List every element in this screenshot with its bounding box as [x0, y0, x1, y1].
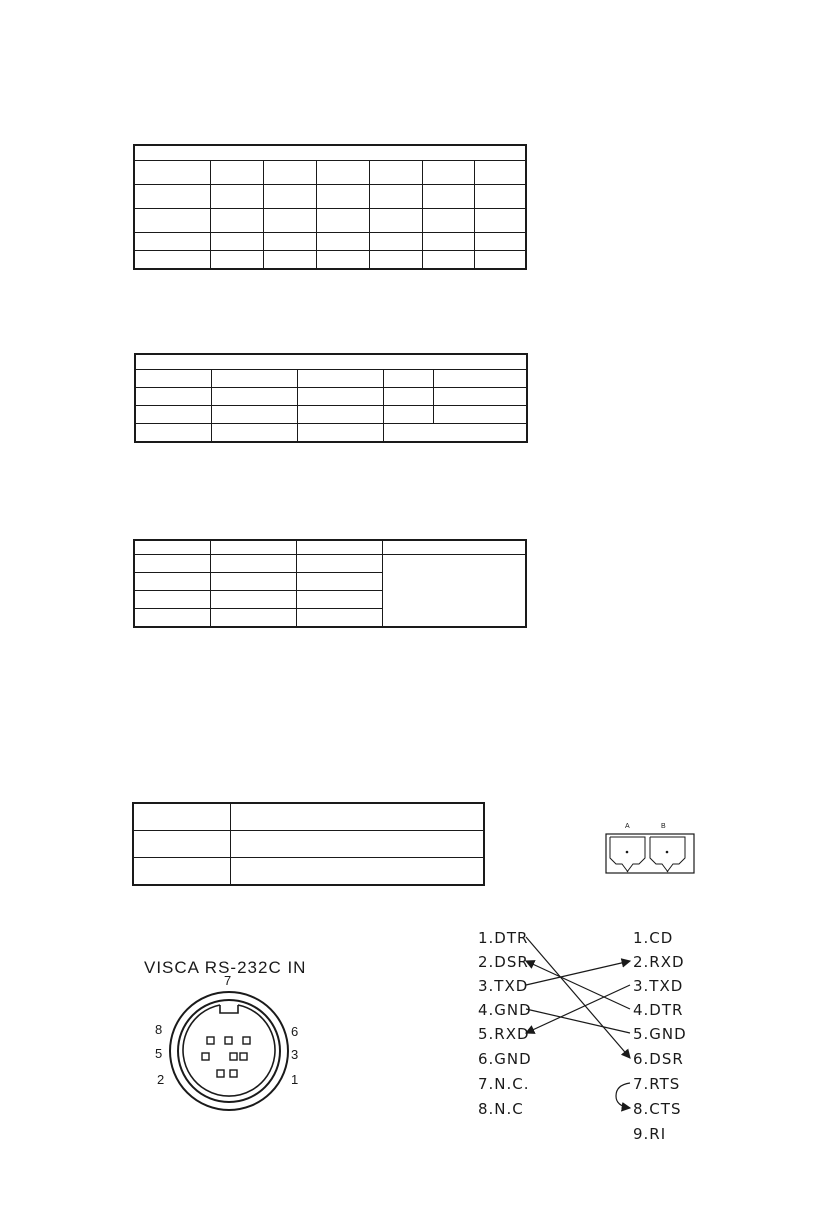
table-row	[134, 540, 526, 555]
pin-label-2: 2	[157, 1072, 165, 1087]
wire-left-2: 2.DSR	[478, 953, 529, 971]
wire-right-2: 2.RXD	[633, 953, 685, 971]
table-cell	[316, 251, 369, 270]
table-cell	[383, 406, 433, 424]
connector-label-a: A	[625, 823, 630, 830]
table-cell	[369, 161, 422, 185]
wire-right-3: 3.TXD	[633, 977, 684, 995]
table-cell	[134, 591, 210, 609]
table-cell	[210, 185, 263, 209]
table-cell	[422, 185, 474, 209]
wire-left-7: 7.N.C.	[478, 1075, 530, 1093]
wire-right-1: 1.CD	[633, 929, 674, 947]
table-cell	[135, 354, 527, 370]
table-cell	[369, 233, 422, 251]
table-cell	[134, 161, 210, 185]
wire-left-5: 5.RXD	[478, 1025, 530, 1043]
table-cell	[134, 145, 526, 161]
table-cell	[133, 803, 230, 831]
table-cell	[297, 424, 383, 443]
wire-right-6: 6.DSR	[633, 1050, 684, 1068]
table-cell	[133, 858, 230, 886]
table-cell	[296, 609, 382, 628]
table-cell	[210, 251, 263, 270]
table-cell	[474, 251, 526, 270]
table-cell	[210, 609, 296, 628]
table-row	[134, 161, 526, 185]
table-cell	[422, 251, 474, 270]
table-cell	[369, 185, 422, 209]
table-4	[132, 802, 485, 886]
pin-label-8: 8	[155, 1022, 163, 1037]
table-cell	[210, 233, 263, 251]
table-cell	[211, 406, 297, 424]
wire-left-4: 4.GND	[478, 1001, 532, 1019]
table-cell	[263, 161, 316, 185]
table-cell	[369, 209, 422, 233]
table-row	[135, 424, 527, 443]
table-cell	[422, 233, 474, 251]
table-cell	[433, 406, 527, 424]
table-cell	[383, 388, 433, 406]
table-cell	[134, 609, 210, 628]
table-cell	[369, 251, 422, 270]
table-cell	[211, 370, 297, 388]
table-row	[134, 209, 526, 233]
table-row	[135, 370, 527, 388]
pin-label-3: 3	[291, 1047, 299, 1062]
pin-label-5: 5	[155, 1046, 163, 1061]
pin-label-7: 7	[224, 973, 232, 988]
table-row	[134, 555, 526, 573]
table-cell	[230, 803, 484, 831]
table-cell	[134, 251, 210, 270]
wire-right-4: 4.DTR	[633, 1001, 684, 1019]
table-cell	[474, 161, 526, 185]
table-cell	[211, 388, 297, 406]
wire-left-1: 1.DTR	[478, 929, 529, 947]
wire-left-8: 8.N.C	[478, 1100, 524, 1118]
table-cell	[263, 251, 316, 270]
table-cell	[135, 406, 211, 424]
din-8pin-connector-icon	[168, 990, 290, 1112]
din-title: VISCA RS-232C IN	[144, 958, 307, 977]
table-cell	[134, 233, 210, 251]
table-cell	[316, 209, 369, 233]
table-cell	[134, 540, 210, 555]
table-cell	[210, 209, 263, 233]
table-cell	[210, 161, 263, 185]
table-cell	[474, 185, 526, 209]
table-cell	[296, 591, 382, 609]
table-1-caption-row	[134, 145, 526, 161]
table-cell	[382, 555, 526, 628]
table-cell	[210, 555, 296, 573]
crossover-arrows-icon	[470, 925, 700, 1145]
table-cell	[316, 233, 369, 251]
table-cell	[263, 185, 316, 209]
pin-label-1: 1	[291, 1072, 299, 1087]
connector-label-b: B	[661, 823, 666, 830]
table-cell	[383, 370, 433, 388]
wire-left-3: 3.TXD	[478, 977, 529, 995]
table-cell	[474, 209, 526, 233]
table-row	[133, 831, 484, 858]
table-cell	[135, 388, 211, 406]
table-cell	[296, 555, 382, 573]
wire-left-6: 6.GND	[478, 1050, 532, 1068]
table-cell	[316, 161, 369, 185]
table-row	[133, 803, 484, 831]
table-cell	[433, 388, 527, 406]
table-cell	[211, 424, 297, 443]
table-cell	[296, 573, 382, 591]
table-row	[134, 185, 526, 209]
wire-right-5: 5.GND	[633, 1025, 687, 1043]
terminal-block-ab-icon	[605, 822, 695, 874]
table-cell	[316, 185, 369, 209]
table-cell	[296, 540, 382, 555]
table-cell	[422, 209, 474, 233]
table-cell	[134, 209, 210, 233]
table-cell	[210, 591, 296, 609]
table-cell	[422, 161, 474, 185]
table-1	[133, 144, 527, 270]
table-cell	[383, 424, 527, 443]
wire-right-7: 7.RTS	[633, 1075, 681, 1093]
table-cell	[297, 388, 383, 406]
table-cell	[263, 209, 316, 233]
table-cell	[134, 555, 210, 573]
table-cell	[382, 540, 526, 555]
table-cell	[210, 540, 296, 555]
table-cell	[263, 233, 316, 251]
table-cell	[230, 858, 484, 886]
table-cell	[433, 370, 527, 388]
table-row	[134, 233, 526, 251]
table-3	[133, 539, 527, 628]
table-cell	[134, 573, 210, 591]
wire-right-8: 8.CTS	[633, 1100, 682, 1118]
pin-label-6: 6	[291, 1024, 299, 1039]
table-cell	[134, 185, 210, 209]
table-cell	[135, 424, 211, 443]
wire-right-9: 9.RI	[633, 1125, 667, 1143]
table-row	[133, 858, 484, 886]
table-cell	[297, 370, 383, 388]
table-2	[134, 353, 528, 443]
table-row	[134, 251, 526, 270]
table-2-caption-row	[135, 354, 527, 370]
table-cell	[210, 573, 296, 591]
table-row	[135, 388, 527, 406]
table-cell	[474, 233, 526, 251]
table-row	[135, 406, 527, 424]
table-cell	[230, 831, 484, 858]
table-cell	[297, 406, 383, 424]
table-cell	[133, 831, 230, 858]
table-cell	[135, 370, 211, 388]
